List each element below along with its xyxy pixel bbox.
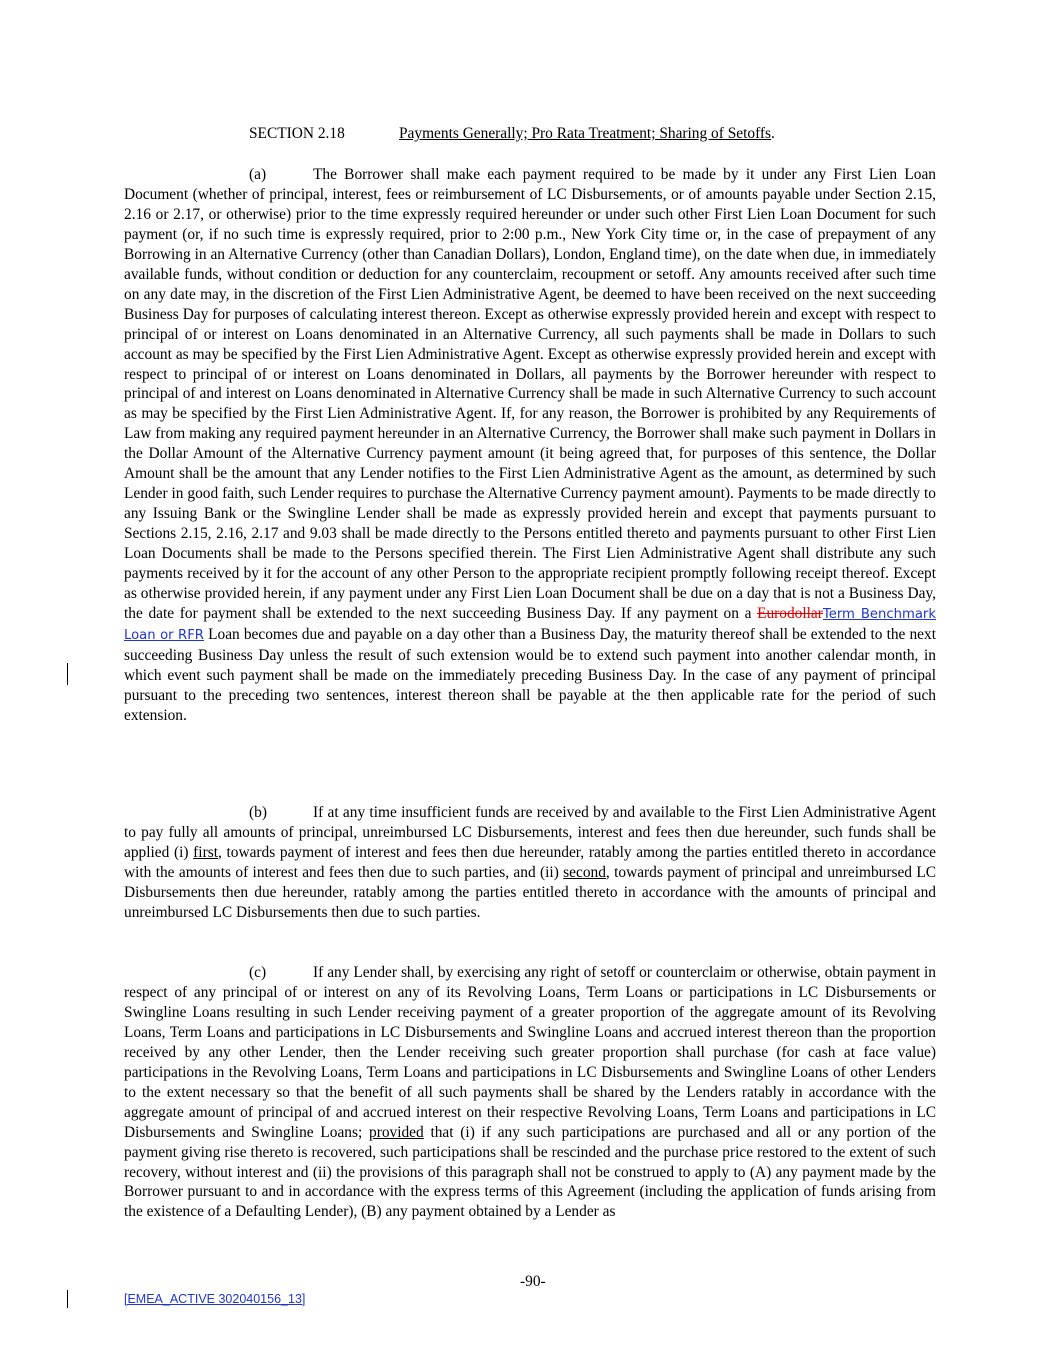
paragraph-b-label: (b) bbox=[249, 804, 267, 821]
section-number: SECTION 2.18 bbox=[249, 125, 345, 142]
page-number: -90- bbox=[520, 1273, 546, 1290]
paragraph-a-text-1: The Borrower shall make each payment required to be made by it under any First Lien Loan Document (whether of principal, interest, fees or reimbursement of LC Disbursements, or of amounts payable under Section 2.15, 2.16 or 2.17, or otherwise) prior to the time expressly required hereunder or under such other First Lien Loan Document for such payment (or, if no such time is expressly required, prior to 2:00 p.m., New York City time or, in the case of prepayment of any Borrowing in an Alternative Currency (other than Canadian Dollars), London, England time), on the date when due, in immediately available funds, without condition or deduction for any counterclaim, recoupment or setoff. Any amounts received after such time on any date may, in the discretion of the First Lien Administrative Agent, be deemed to have been received on the next succeeding Business Day for purposes of calculating interest thereon. Except as otherwise expressly provided herein and except with respect to principal of or interest on Loans denominated in an Alternative Currency, all such payments shall be made in Dollars to such account as may be specified by the First Lien Administrative Agent. Except as otherwise expressly provided herein and except with respect to principal of or interest on Loans denominated in Dollars, all payments by the Borrower hereunder with respect to principal of and interest on Loans denominated in Alternative Currency shall be made in such Alternative Currency to such account as may be specified by the First Lien Administrative Agent. If, for any reason, the Borrower is prohibited by any Requirements of Law from making any required payment hereunder in an Alternative Currency, the Borrower shall make such payment in Dollars in the Dollar Amount of the Alternative Currency payment amount (it being agreed that, for purposes of this sentence, the Dollar Amount shall be the amount that any Lender notifies to the First Lien Administrative Agent as the amount, as determined by such Lender in good faith, such Lender requires to purchase the Alternative Currency payment amount). Payments to be made directly to any Issuing Bank or the Swingline Lender shall be made as expressly provided herein and except that payments pursuant to Sections 2.15, 2.16, 2.17 and 9.03 shall be made directly to the Persons entitled thereto and payments pursuant to other First Lien Loan Documents shall be made to the Persons specified therein. The First Lien Administrative Agent shall distribute any such payments received by it for the account of any other Person to the appropriate recipient promptly following receipt thereof. Except as otherwise provided herein, if any payment under any First Lien Loan Document shall be due on a day that is not a Business Day, the date for payment shall be extended to the next succeeding Business Day. If any payment on a bbox=[124, 166, 936, 622]
paragraph-c bbox=[124, 963, 936, 1222]
paragraph-c-text-2: that (i) if any such participations are purchased and all or any portion of the payment giving rise thereto is recovered, such participations shall be rescinded and the purchase price restored to the extent of such recovery, without interest and (ii) the provisions of this paragraph shall not be construed to apply to (A) any payment made by the Borrower pursuant to and in accordance with the express terms of this Agreement (including the application of funds arising from the existence of a Defaulting Lender), (B) any payment obtained by a Lender as bbox=[124, 1123, 937, 1221]
paragraph-a-text-2: Loan becomes due and payable on a day other than a Business Day, the maturity thereof shall be extended to the next succeeding Business Day unless the result of such extension would be to extend such payment into another calendar month, in which event such payment shall be made on the immediately preceding Business Day. In the case of any payment of principal pursuant to the preceding two sentences, interest thereon shall be payable at the then applicable rate for the period of such extension. bbox=[124, 625, 936, 724]
paragraph-b-text-2: , towards payment of interest and fees then due hereunder, ratably among the parties entitled thereto in accordance with the amounts of interest and fees then due to such parties, and (ii) bbox=[124, 843, 936, 881]
first-term: first bbox=[193, 843, 218, 861]
provided-term: provided bbox=[369, 1123, 424, 1141]
change-bar-footer bbox=[67, 1290, 68, 1308]
section-title-period: . bbox=[771, 125, 775, 142]
paragraph-b-text-1: If at any time insufficient funds are received by and available to the First Lien Administrative Agent to pay fully all amounts of principal, unreimbursed LC Disbursements, interest and fees then due hereunder, such funds shall be applied (i) bbox=[124, 804, 936, 861]
footer-document-reference: [EMEA_ACTIVE 302040156_13] bbox=[124, 1292, 306, 1306]
section-title: Payments Generally; Pro Rata Treatment; Sharing of Setoffs bbox=[399, 125, 772, 142]
paragraph-b-text-3: , towards payment of principal and unreimbursed LC Disbursements then due hereunder, ratably among the parties entitled thereto in accordance with the amounts of principal and unreimbursed LC Disbursements then due to such parties. bbox=[124, 863, 936, 921]
paragraph-a bbox=[124, 165, 936, 726]
inserted-text: Term Benchmark Loan or RFR bbox=[124, 606, 936, 643]
change-bar-paragraph-a bbox=[67, 663, 68, 685]
paragraph-c-text-1: If any Lender shall, by exercising any right of setoff or counterclaim or otherwise, obtain payment in respect of any principal of or interest on any of its Revolving Loans, Term Loans or participations in LC Disbursements or Swingline Loans resulting in such Lender receiving payment of a greater proportion of the aggregate amount of its Revolving Loans, Term Loans and participations in LC Disbursements and Swingline Loans and accrued interest thereon than the proportion received by any other Lender, then the Lender receiving such greater proportion shall purchase (for cash at face value) participations in the Revolving Loans, Term Loans and participations in LC Disbursements and Swingline Loans of other Lenders to the extent necessary so that the benefit of all such payments shall be shared by the Lenders ratably in accordance with the aggregate amount of principal of and accrued interest on their respective Revolving Loans, Term Loans and participations in LC Disbursements and Swingline Loans; bbox=[124, 964, 936, 1141]
paragraph-a-label: (a) bbox=[249, 166, 267, 183]
section-heading bbox=[249, 125, 775, 143]
second-term: second bbox=[563, 863, 606, 881]
paragraph-b bbox=[124, 803, 936, 923]
deleted-text: Eurodollar bbox=[757, 604, 823, 622]
paragraph-c-label: (c) bbox=[249, 964, 267, 981]
